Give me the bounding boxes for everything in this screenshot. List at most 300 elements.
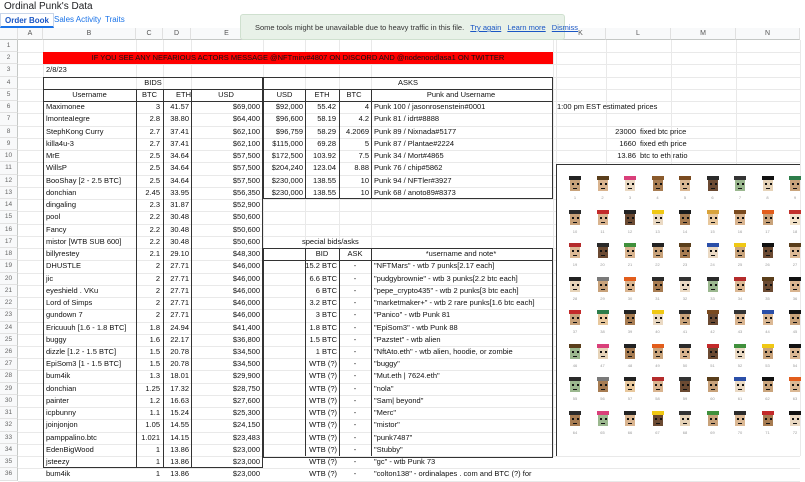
ask-eth[interactable]: 55.42 (317, 102, 336, 112)
row-header-34[interactable]: 34 (0, 444, 18, 456)
try-again-link[interactable]: Try again (470, 23, 502, 32)
special-note[interactable]: "gc" - wtb Punk 73 (374, 457, 436, 467)
bid-usd[interactable]: $62,100 (232, 126, 260, 136)
ask-eth[interactable]: 103.92 (313, 151, 336, 161)
bid-username[interactable]: bum4ik (46, 371, 71, 381)
bid-username[interactable]: pool (46, 212, 61, 222)
bid-eth[interactable]: 20.78 (170, 347, 189, 356)
row-header-17[interactable]: 17 (0, 236, 18, 248)
punk-eye (687, 250, 689, 252)
punk-eye (682, 317, 684, 319)
column-header-k[interactable]: K (556, 28, 606, 40)
special-bid[interactable]: WTB (?) (309, 432, 337, 442)
special-note[interactable]: "Merc" (374, 408, 396, 418)
ask-usd[interactable]: $96,600 (275, 114, 303, 124)
ask-btc[interactable]: 5 (364, 138, 369, 148)
special-bid[interactable]: 6.6 BTC (309, 273, 337, 283)
bid-btc[interactable]: 1 (155, 469, 160, 479)
bid-usd[interactable]: $34,500 (232, 347, 260, 356)
bid-eth[interactable]: 41.57 (170, 102, 189, 112)
tab-traits[interactable]: Traits (105, 15, 125, 24)
punk-mouth (793, 389, 797, 390)
bid-usd[interactable]: $23,483 (232, 432, 260, 442)
row-header-5[interactable]: 5 (0, 89, 18, 101)
learn-more-link[interactable]: Learn more (507, 23, 546, 32)
grid-corner[interactable] (0, 28, 18, 40)
bid-username[interactable]: BooShay [2 - 2.5 BTC] (46, 175, 122, 185)
bid-eth[interactable]: 37.41 (170, 126, 189, 136)
bid-usd[interactable]: $56,350 (232, 187, 260, 197)
row-header-35[interactable]: 35 (0, 456, 18, 468)
bid-username[interactable]: lmonteaIegre (46, 114, 90, 124)
special-bid[interactable]: WTB (?) (309, 371, 337, 381)
bid-username[interactable]: billyrestey (46, 249, 80, 259)
special-bid[interactable]: WTB (?) (309, 383, 337, 393)
row-header-26[interactable]: 26 (0, 346, 18, 358)
bid-btc[interactable]: 1.8 (149, 322, 160, 332)
row-header-13[interactable]: 13 (0, 187, 18, 199)
bid-usd[interactable]: $50,600 (232, 212, 260, 222)
estimated-prices-label[interactable]: 1:00 pm EST estimated prices (557, 102, 658, 112)
tab-sales-activity[interactable]: Sales Activity (54, 15, 102, 24)
punk-eye (687, 418, 689, 420)
special-ask[interactable]: - (353, 432, 357, 442)
bid-username[interactable]: Fancy (46, 224, 67, 234)
ask-eth[interactable]: 58.29 (317, 126, 336, 136)
bid-eth[interactable]: 27.71 (170, 285, 189, 295)
ask-punk-username[interactable]: Punk 100 / jasonrosenstein#0001 (374, 102, 486, 112)
bid-eth[interactable]: 34.64 (170, 151, 189, 161)
bid-usd[interactable]: $62,100 (232, 138, 260, 148)
row-header-28[interactable]: 28 (0, 370, 18, 382)
special-bid[interactable]: 3.2 BTC (309, 298, 337, 308)
bid-usd[interactable]: $46,000 (232, 310, 260, 320)
bid-username[interactable]: Lord of Simps (46, 298, 93, 308)
special-ask[interactable]: - (353, 457, 357, 467)
column-header-n[interactable]: N (736, 28, 800, 40)
bid-eth[interactable]: 30.48 (170, 236, 189, 246)
bid-btc[interactable]: 2.2 (149, 212, 160, 222)
special-note[interactable]: "buggy" (374, 359, 400, 369)
ask-punk-username[interactable]: Punk 81 / idrt#8888 (374, 114, 440, 124)
special-ask[interactable]: - (353, 261, 357, 271)
ask-usd[interactable]: $172,500 (271, 151, 303, 161)
special-note[interactable]: "Pazstet" - wtb alien (374, 334, 441, 344)
special-bid[interactable]: WTB (?) (309, 408, 337, 418)
row-header-19[interactable]: 19 (0, 260, 18, 272)
bid-btc[interactable]: 2.45 (145, 187, 160, 197)
row-header-31[interactable]: 31 (0, 407, 18, 419)
btc-eth-ratio-label[interactable]: btc to eth ratio (640, 151, 688, 161)
bid-usd[interactable]: $23,000 (232, 469, 260, 479)
asks-header-1[interactable]: ETH (314, 89, 330, 99)
special-note[interactable]: "pudgybrownie" - wtb 3 punks[2.2 btc each] (374, 273, 518, 283)
bid-eth[interactable]: 18.01 (170, 371, 189, 381)
bid-username[interactable]: StephKong Curry (46, 126, 104, 136)
bid-eth[interactable]: 34.64 (170, 175, 189, 185)
bids-header-2[interactable]: ETH (176, 89, 191, 99)
special-ask[interactable]: - (353, 371, 357, 381)
column-header-d[interactable]: D (163, 28, 191, 40)
row-header-9[interactable]: 9 (0, 138, 18, 150)
bid-btc[interactable]: 2.3 (149, 200, 160, 210)
dismiss-link[interactable]: Dismiss (551, 23, 579, 32)
ask-punk-username[interactable]: Punk 94 / NFTler#3927 (374, 175, 452, 185)
bid-username[interactable]: dingaling (46, 200, 77, 210)
bid-username[interactable]: MrE (46, 151, 60, 161)
row-header-15[interactable]: 15 (0, 211, 18, 223)
bid-username[interactable]: dizzle [1.2 - 1.5 BTC] (46, 347, 117, 356)
bid-usd[interactable]: $27,600 (232, 395, 260, 405)
ask-eth[interactable]: 138.55 (313, 187, 336, 197)
special-header-0[interactable]: BID (315, 249, 329, 259)
special-note[interactable]: "Mut.eth | 7624.eth" (374, 371, 440, 381)
column-header-m[interactable]: M (671, 28, 736, 40)
bid-btc[interactable]: 2.2 (149, 236, 160, 246)
bid-usd[interactable]: $46,000 (232, 261, 260, 271)
bid-usd[interactable]: $46,000 (232, 298, 260, 308)
bid-usd[interactable]: $64,400 (232, 114, 260, 124)
bid-usd[interactable]: $25,300 (232, 408, 260, 418)
special-bid[interactable]: 1.5 BTC (309, 334, 337, 344)
ask-btc[interactable]: 4.2069 (346, 126, 369, 136)
ask-usd[interactable]: $204,240 (271, 163, 303, 173)
bid-username[interactable]: joinjonjon (46, 420, 78, 430)
special-note[interactable]: "colton138" - ordinalapes . com and BTC (?) for (374, 469, 532, 479)
punk-mouth (683, 188, 687, 189)
row-header-29[interactable]: 29 (0, 383, 18, 395)
tab-order-book[interactable]: Order Book (0, 13, 54, 28)
bid-eth[interactable]: 30.48 (170, 224, 189, 234)
special-bid[interactable]: WTB (?) (309, 359, 337, 369)
bid-eth[interactable]: 27.71 (170, 261, 189, 271)
punk-mouth (766, 389, 770, 390)
ask-btc[interactable]: 10 (360, 187, 369, 197)
special-ask[interactable]: - (353, 420, 357, 430)
bid-username[interactable]: WillsP (46, 163, 67, 173)
fixed-eth-value[interactable]: 1660 (619, 138, 636, 148)
bid-btc[interactable]: 1.021 (141, 432, 160, 442)
bid-usd[interactable]: $69,000 (232, 102, 260, 112)
asks-header-2[interactable]: BTC (346, 89, 362, 99)
special-bid[interactable]: WTB (?) (309, 420, 337, 430)
bid-btc[interactable]: 2.2 (149, 224, 160, 234)
column-header-a[interactable]: A (18, 28, 43, 40)
bid-username[interactable]: pamppalino.btc (46, 432, 97, 442)
special-ask[interactable]: - (353, 444, 357, 454)
bid-btc[interactable]: 2 (155, 261, 160, 271)
row-header-33[interactable]: 33 (0, 432, 18, 444)
fixed-eth-label[interactable]: fixed eth price (640, 138, 687, 148)
date-cell[interactable]: 2/8/23 (46, 65, 67, 75)
fixed-btc-label[interactable]: fixed btc price (640, 126, 687, 136)
punk-eye (687, 317, 689, 319)
bid-usd[interactable]: $46,000 (232, 285, 260, 295)
special-note[interactable]: "Panico" - wtb Punk 81 (374, 310, 451, 320)
bid-eth[interactable]: 27.71 (170, 310, 189, 320)
bid-btc[interactable]: 2.5 (149, 151, 160, 161)
column-header-e[interactable]: E (191, 28, 263, 40)
special-ask[interactable]: - (353, 273, 357, 283)
special-ask[interactable]: - (353, 347, 357, 356)
bid-btc[interactable]: 1.3 (149, 371, 160, 381)
bids-header-1[interactable]: BTC (142, 89, 157, 99)
column-header-b[interactable]: B (43, 28, 136, 40)
special-note[interactable]: "nola" (374, 383, 394, 393)
bid-eth[interactable]: 14.55 (170, 420, 189, 430)
row-header-21[interactable]: 21 (0, 285, 18, 297)
special-ask[interactable]: - (353, 383, 357, 393)
row-header-2[interactable]: 2 (0, 52, 18, 64)
special-ask[interactable]: - (353, 310, 357, 320)
bid-username[interactable]: EpiSom3 [1 - 1.5 BTC] (46, 359, 122, 369)
bid-eth[interactable]: 27.71 (170, 298, 189, 308)
bid-usd[interactable]: $48,300 (232, 249, 260, 259)
special-bid[interactable]: 1 BTC (315, 347, 337, 356)
bid-eth[interactable]: 37.41 (170, 138, 189, 148)
special-note[interactable]: "Sam| beyond" (374, 395, 424, 405)
asks-title[interactable]: ASKS (397, 77, 418, 87)
special-note[interactable]: "EpiSom3" - wtb Punk 88 (374, 322, 458, 332)
ask-usd[interactable]: $92,000 (275, 102, 303, 112)
ask-btc[interactable]: 7.5 (358, 151, 369, 161)
ask-punk-username[interactable]: Punk 34 / Mort#4865 (374, 151, 444, 161)
ask-eth[interactable]: 58.19 (317, 114, 336, 124)
special-ask[interactable]: - (353, 298, 357, 308)
row-header-11[interactable]: 11 (0, 162, 18, 174)
bid-eth[interactable]: 20.78 (170, 359, 189, 369)
row-header-4[interactable]: 4 (0, 77, 18, 89)
special-note[interactable]: "punk7487" (374, 432, 413, 442)
bid-btc[interactable]: 2.7 (149, 126, 160, 136)
row-header-10[interactable]: 10 (0, 150, 18, 162)
bid-usd[interactable]: $52,900 (232, 200, 260, 210)
special-bid[interactable]: WTB (?) (309, 469, 337, 479)
bid-username[interactable]: Ericuuuh [1.6 - 1.8 BTC] (46, 322, 127, 332)
row-header-12[interactable]: 12 (0, 175, 18, 187)
punk-mouth (738, 289, 742, 290)
bid-usd[interactable]: $29,900 (232, 371, 260, 381)
bid-username[interactable]: icpbunny (46, 408, 77, 418)
row-header-22[interactable]: 22 (0, 297, 18, 309)
ask-usd[interactable]: $96,759 (275, 126, 303, 136)
bid-eth[interactable]: 15.24 (170, 408, 189, 418)
bid-eth[interactable]: 38.80 (170, 114, 189, 124)
bid-btc[interactable]: 1.2 (149, 395, 160, 405)
special-title[interactable]: special bids/asks (302, 236, 359, 246)
bid-btc[interactable]: 2.5 (149, 163, 160, 173)
bid-eth[interactable]: 33.95 (170, 187, 189, 197)
bid-usd[interactable]: $36,800 (232, 334, 260, 344)
special-header-1[interactable]: ASK (347, 249, 363, 259)
bid-btc[interactable]: 2 (155, 273, 160, 283)
bid-btc[interactable]: 2 (155, 298, 160, 308)
row-header-23[interactable]: 23 (0, 309, 18, 321)
bid-usd[interactable]: $41,400 (232, 322, 260, 332)
row-header-24[interactable]: 24 (0, 322, 18, 334)
asks-header-3[interactable]: Punk and Username (426, 89, 496, 99)
row-header-3[interactable]: 3 (0, 64, 18, 76)
bid-username[interactable]: jsteezy (46, 457, 70, 467)
bid-usd[interactable]: $57,500 (232, 163, 260, 173)
bid-btc[interactable]: 1.6 (149, 334, 160, 344)
fixed-btc-value[interactable]: 23000 (615, 126, 636, 136)
row-header-8[interactable]: 8 (0, 126, 18, 138)
bids-header-0[interactable]: Username (72, 89, 107, 99)
bid-username[interactable]: donchian (46, 187, 77, 197)
special-ask[interactable]: - (353, 359, 357, 369)
special-bid[interactable]: 6 BTC (315, 285, 337, 295)
bid-btc[interactable]: 3 (155, 102, 160, 112)
bid-eth[interactable]: 16.63 (170, 395, 189, 405)
bid-username[interactable]: painter (46, 395, 69, 405)
bid-username[interactable]: eyeshield . VKu (46, 285, 99, 295)
punk-avatar (620, 276, 640, 301)
ask-punk-username[interactable]: Punk 68 / anoto89#8373 (374, 187, 456, 197)
bid-eth[interactable]: 13.86 (170, 444, 189, 454)
row-header-36[interactable]: 36 (0, 468, 18, 480)
row-header-16[interactable]: 16 (0, 224, 18, 236)
column-header-l[interactable]: L (606, 28, 671, 40)
special-header-2[interactable]: *username and note* (425, 249, 497, 259)
bid-username[interactable]: jic (46, 273, 54, 283)
bid-username[interactable]: Maximonee (46, 102, 85, 112)
bid-username[interactable]: mistor [WTB SUB 600] (46, 236, 122, 246)
bid-eth[interactable]: 14.15 (170, 432, 189, 442)
row-header-32[interactable]: 32 (0, 419, 18, 431)
row-header-30[interactable]: 30 (0, 395, 18, 407)
bid-usd[interactable]: $46,000 (232, 273, 260, 283)
bid-usd[interactable]: $23,000 (232, 444, 260, 454)
bids-header-3[interactable]: USD (218, 89, 234, 99)
special-ask[interactable]: - (353, 408, 357, 418)
special-ask[interactable]: - (353, 395, 357, 405)
bid-eth[interactable]: 22.17 (170, 334, 189, 344)
bid-username[interactable]: killa4u-3 (46, 138, 74, 148)
ask-btc[interactable]: 10 (360, 175, 369, 185)
warning-banner-cell[interactable]: IF YOU SEE ANY NEFARIOUS ACTORS MESSAGE @NFTmirv#4807 ON DISCORD AND @nodenoodlasa1 ON TWITTER (43, 52, 553, 64)
row-header-20[interactable]: 20 (0, 273, 18, 285)
bid-eth[interactable]: 29.10 (170, 249, 189, 259)
special-bid[interactable]: 1.8 BTC (309, 322, 337, 332)
special-note[interactable]: "mistor" (374, 420, 400, 430)
bid-btc[interactable]: 2.1 (149, 249, 160, 259)
row-header-18[interactable]: 18 (0, 248, 18, 260)
ask-punk-username[interactable]: Punk 89 / Nixnada#5177 (374, 126, 457, 136)
bid-eth[interactable]: 24.94 (170, 322, 189, 332)
ask-usd[interactable]: $115,000 (272, 138, 303, 148)
bid-username[interactable]: EdenBigWood (46, 444, 94, 454)
column-header-c[interactable]: C (136, 28, 163, 40)
bid-btc[interactable]: 2.5 (149, 175, 160, 185)
document-title[interactable]: Ordinal Punk's Data (4, 1, 93, 12)
bid-btc[interactable]: 2 (155, 310, 160, 320)
bid-btc[interactable]: 1.05 (145, 420, 160, 430)
bid-usd[interactable]: $34,500 (232, 359, 260, 369)
bid-eth[interactable]: 13.86 (170, 457, 189, 467)
asks-header-0[interactable]: USD (276, 89, 293, 99)
punk-eye (660, 183, 662, 185)
bid-username[interactable]: DHUSTLE (46, 261, 82, 271)
ask-eth[interactable]: 123.04 (313, 163, 336, 173)
punk-hair (597, 411, 609, 415)
special-ask[interactable]: - (353, 469, 357, 479)
ask-usd[interactable]: $230,000 (271, 175, 303, 185)
bid-btc[interactable]: 1.1 (149, 408, 160, 418)
bid-btc[interactable]: 1.5 (149, 347, 160, 356)
special-bid[interactable]: WTB (?) (309, 395, 337, 405)
bid-eth[interactable]: 34.64 (170, 163, 189, 173)
bid-btc[interactable]: 2 (155, 285, 160, 295)
bid-username[interactable]: donchian (46, 383, 77, 393)
ask-btc[interactable]: 4.2 (358, 114, 369, 124)
bid-eth[interactable]: 31.87 (170, 200, 189, 210)
bid-btc[interactable]: 1 (155, 444, 160, 454)
bid-usd[interactable]: $50,600 (232, 224, 260, 234)
punk-number: 30 (627, 295, 633, 301)
bid-usd[interactable]: $24,150 (232, 420, 260, 430)
punk-number: 25 (737, 262, 743, 267)
special-note[interactable]: "pepe_crypto435" - wtb 2 punks[3 btc each] (374, 285, 519, 295)
punk-number: 19 (572, 262, 578, 267)
row-header-25[interactable]: 25 (0, 334, 18, 346)
bid-eth[interactable]: 13.86 (170, 469, 189, 479)
bid-btc[interactable]: 2.7 (149, 138, 160, 148)
bid-usd[interactable]: $57,500 (232, 175, 260, 185)
bid-btc[interactable]: 2.8 (149, 114, 160, 124)
bid-btc[interactable]: 1 (155, 457, 160, 467)
special-note[interactable]: "NftAto.eth" - wtb alien, hoodie, or zombie (374, 347, 513, 356)
special-note[interactable]: "Stubby" (374, 444, 403, 454)
row-header-14[interactable]: 14 (0, 199, 18, 211)
bids-title[interactable]: BIDS (144, 77, 162, 87)
special-ask[interactable]: - (353, 334, 357, 344)
special-ask[interactable]: - (353, 285, 357, 295)
bid-eth[interactable]: 27.71 (170, 273, 189, 283)
bid-usd[interactable]: $23,000 (232, 457, 260, 467)
bid-btc[interactable]: 1.25 (145, 383, 160, 393)
row-header-6[interactable]: 6 (0, 101, 18, 113)
ask-punk-username[interactable]: Punk 87 / Plantae#2224 (374, 138, 455, 148)
special-note[interactable]: "NFTMars" - wtb 7 punks[2.17 each] (374, 261, 495, 271)
special-note[interactable]: "marketmaker+" - wtb 2 rare punks[1.6 btc each] (374, 298, 535, 308)
bid-username[interactable]: bum4ik (46, 469, 71, 479)
row-header-1[interactable]: 1 (0, 40, 18, 52)
special-bid[interactable]: 15.2 BTC (305, 261, 337, 271)
special-bid[interactable]: 3 BTC (315, 310, 337, 320)
bid-usd[interactable]: $57,500 (232, 151, 260, 161)
btc-eth-ratio-value[interactable]: 13.86 (617, 151, 636, 161)
ask-eth[interactable]: 138.55 (313, 175, 336, 185)
ask-btc[interactable]: 8.88 (354, 163, 369, 173)
bid-btc[interactable]: 1.5 (149, 359, 160, 369)
bid-usd[interactable]: $28,750 (232, 383, 260, 393)
ask-usd[interactable]: $230,000 (271, 187, 303, 197)
special-bid[interactable]: WTB (?) (309, 457, 337, 467)
row-header-7[interactable]: 7 (0, 113, 18, 125)
bid-eth[interactable]: 17.32 (170, 383, 189, 393)
special-bid[interactable]: WTB (?) (309, 444, 337, 454)
bid-username[interactable]: gundown 7 (46, 310, 83, 320)
bid-username[interactable]: buggy (46, 334, 67, 344)
row-header-27[interactable]: 27 (0, 358, 18, 370)
bid-eth[interactable]: 30.48 (170, 212, 189, 222)
special-ask[interactable]: - (353, 322, 357, 332)
ask-punk-username[interactable]: Punk 76 / chip#5862 (374, 163, 443, 173)
bid-usd[interactable]: $50,600 (232, 236, 260, 246)
ask-eth[interactable]: 69.28 (317, 138, 336, 148)
ask-btc[interactable]: 4 (364, 102, 369, 112)
